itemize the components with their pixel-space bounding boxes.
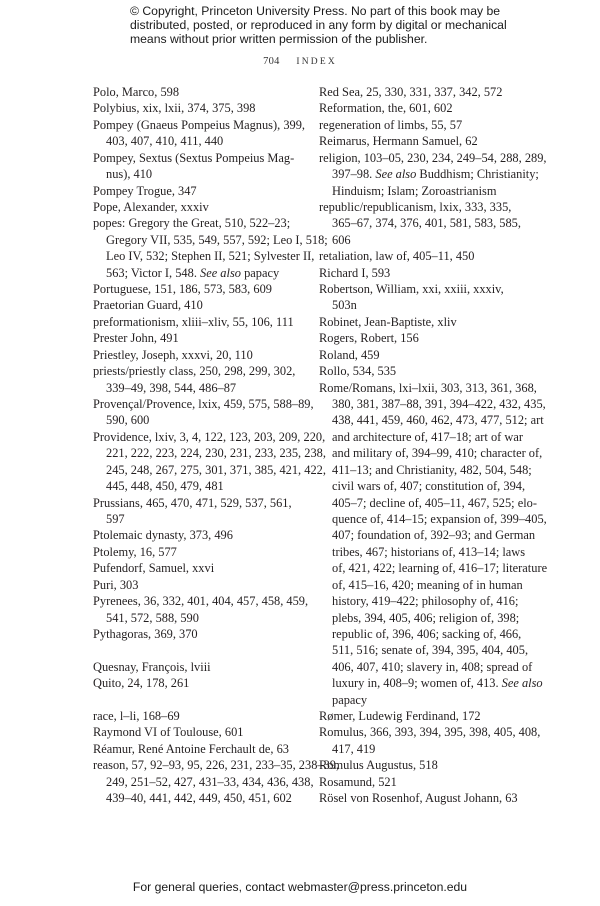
- index-entry-head: Pompey (Gnaeus Pompeius Magnus), 399,: [93, 117, 306, 132]
- index-entry: [93, 281, 308, 297]
- index-entry-head: Robertson, William, xxi, xxiii, xxxiv,: [319, 282, 504, 297]
- index-entry-continuation: luxury in, 408–9; women of, 413. See also: [332, 676, 543, 691]
- index-entry: [319, 757, 534, 773]
- copyright-line: means without prior written permission of the publisher.: [130, 32, 428, 47]
- index-entry-head: popes: Gregory the Great, 510, 522–23;: [93, 216, 291, 231]
- copyright-line: distributed, posted, or reproduced in any form by digital or mechanical: [130, 18, 507, 33]
- index-entry: [319, 774, 534, 790]
- index-entry-head: Priestley, Joseph, xxxvi, 20, 110: [93, 347, 253, 362]
- index-entry: [93, 757, 340, 806]
- index-entry: [319, 150, 547, 199]
- index-entry-head: Rösel von Rosenhof, August Johann, 63: [319, 791, 518, 806]
- index-entry: [93, 708, 308, 724]
- index-entry: [319, 330, 534, 346]
- index-entry-continuation: and architecture of, 417–18; art of war: [332, 429, 523, 444]
- index-entry-head: Quito, 24, 178, 261: [93, 676, 190, 691]
- index-entry-continuation: civil wars of, 407; constitution of, 394,: [332, 479, 526, 494]
- index-entry-head: Romulus Augustus, 518: [319, 758, 438, 773]
- index-entry: [319, 708, 534, 724]
- index-entry-head: Portuguese, 151, 186, 573, 583, 609: [93, 282, 272, 297]
- index-entry-continuation: of, 415–16, 420; meaning of in human: [332, 577, 523, 592]
- index-entry: [93, 741, 308, 757]
- index-entry-continuation: 597: [106, 511, 125, 526]
- index-entry-continuation: quence of, 414–15; expansion of, 399–405,: [332, 511, 547, 526]
- index-entry: [93, 330, 308, 346]
- index-entry-continuation: 380, 381, 387–88, 391, 394–422, 432, 435,: [332, 397, 546, 412]
- index-entry: [93, 544, 308, 560]
- index-entry-continuation: 406, 407, 410; slavery in, 408; spread of: [332, 659, 533, 674]
- index-entry: [319, 314, 534, 330]
- index-entry: [93, 593, 308, 626]
- index-entry: [93, 150, 308, 183]
- index-entry: [93, 626, 308, 642]
- index-entry-head: Pope, Alexander, xxxiv: [93, 199, 209, 214]
- footer-contact: For general queries, contact webmaster@press.princeton.edu: [132, 880, 468, 894]
- index-entry: [319, 199, 534, 248]
- index-entry-head: Rogers, Robert, 156: [319, 331, 419, 346]
- index-entry: [93, 297, 308, 313]
- index-entry: [93, 577, 308, 593]
- index-entry-head: Polybius, xix, lxii, 374, 375, 398: [93, 101, 256, 116]
- index-entry-continuation: 407; foundation of, 392–93; and German: [332, 528, 536, 543]
- index-entry: [93, 100, 308, 116]
- index-entry-head: Rosamund, 521: [319, 774, 397, 789]
- index-entry-head: Prester John, 491: [93, 331, 179, 346]
- index-entry-head: religion, 103–05, 230, 234, 249–54, 288, 289,: [319, 150, 547, 165]
- index-entry-head: Reimarus, Hermann Samuel, 62: [319, 134, 478, 149]
- index-entry-head: retaliation, law of, 405–11, 450: [319, 249, 475, 264]
- index-entry-continuation: Gregory VII, 535, 549, 557, 592; Leo I, 518;: [106, 232, 328, 247]
- index-entry-continuation: 249, 251–52, 427, 431–33, 434, 436, 438,: [106, 774, 314, 789]
- index-entry-continuation: 397–98. See also Buddhism; Christianity;: [332, 167, 539, 182]
- index-entry: [93, 215, 328, 281]
- index-entry-continuation: papacy: [332, 692, 368, 707]
- see-also-label: See also: [501, 676, 543, 691]
- index-entry-head: race, l–li, 168–69: [93, 709, 180, 723]
- index-entry-continuation: 563; Victor I, 548. See also papacy: [106, 265, 280, 280]
- index-entry-head: Prussians, 465, 470, 471, 529, 537, 561,: [93, 495, 292, 510]
- see-also-label: See also: [200, 265, 241, 280]
- index-entry-head: Reformation, the, 601, 602: [319, 101, 453, 116]
- index-entry-continuation: 403, 407, 410, 411, 440: [106, 134, 224, 149]
- index-entry: [93, 314, 308, 330]
- index-entry-continuation: 541, 572, 588, 590: [106, 610, 199, 625]
- index-entry-continuation: 365–67, 374, 376, 401, 581, 583, 585,: [332, 216, 521, 231]
- index-entry-head: Rollo, 534, 535: [319, 364, 397, 379]
- index-entry-continuation: 339–49, 398, 544, 486–87: [106, 380, 237, 395]
- index-entry: [93, 724, 308, 740]
- index-entry-head: Ptolemy, 16, 577: [93, 544, 177, 559]
- index-entry-continuation: plebs, 394, 405, 406; religion of, 398;: [332, 610, 520, 625]
- letter-group-gap: [93, 692, 308, 708]
- index-entry-head: Romulus, 366, 393, 394, 395, 398, 405, 408,: [319, 725, 541, 740]
- index-entry-head: Pompey Trogue, 347: [93, 183, 197, 198]
- index-entry-continuation: 438, 441, 459, 460, 462, 473, 477, 512; art: [332, 413, 544, 428]
- index-entry-head: Praetorian Guard, 410: [93, 298, 203, 313]
- index-entry: [319, 117, 534, 133]
- running-head: [0, 56, 600, 67]
- index-entry: [93, 199, 308, 215]
- index-entry: [319, 347, 534, 363]
- index-entry-continuation: of, 421, 422; learning of, 416–17; literature: [332, 561, 548, 576]
- index-entry-continuation: 503n: [332, 298, 357, 313]
- index-entry: [93, 117, 308, 150]
- index-entry-head: regeneration of limbs, 55, 57: [319, 117, 463, 132]
- index-entry-head: Robinet, Jean-Baptiste, xliv: [319, 314, 457, 329]
- index-entry: [319, 363, 534, 379]
- index-entry-continuation: 417, 419: [332, 741, 376, 756]
- index-entry-continuation: tribes, 467; historians of, 413–14; laws: [332, 544, 526, 559]
- index-entry-head: reason, 57, 92–93, 95, 226, 231, 233–35, 238–39,: [93, 758, 340, 773]
- index-entry-continuation: 590, 600: [106, 413, 150, 428]
- index-entry-continuation: history, 419–422; philosophy of, 416;: [332, 594, 519, 609]
- index-entry: [93, 347, 308, 363]
- index-entry: [319, 265, 534, 281]
- index-column-right: [319, 84, 548, 807]
- index-entry: [319, 133, 534, 149]
- index-entry-continuation: Leo IV, 532; Stephen II, 521; Sylvester II,: [106, 249, 315, 264]
- index-entry: [93, 84, 308, 100]
- index-entry: [93, 527, 308, 543]
- index-entry-head: Red Sea, 25, 330, 331, 337, 342, 572: [319, 85, 503, 99]
- index-entry: [93, 363, 308, 396]
- index-column-left: [93, 84, 340, 807]
- index-entry-continuation: nus), 410: [106, 167, 153, 182]
- index-entry-continuation: 411–13; and Christianity, 482, 504, 548;: [332, 462, 532, 477]
- index-entry: [93, 183, 308, 199]
- copyright-line: © Copyright, Princeton University Press. No part of this book may be: [130, 4, 501, 18]
- index-entry-head: Polo, Marco, 598: [93, 85, 180, 99]
- index-entry: [93, 675, 308, 691]
- index-entry: [93, 396, 314, 429]
- index-entry-head: preformationism, xliii–xliv, 55, 106, 111: [93, 314, 294, 329]
- index-entry-continuation: republic of, 396, 406; sacking of, 466,: [332, 626, 522, 641]
- index-entry-continuation: 405–7; decline of, 405–11, 467, 525; elo-: [332, 495, 537, 510]
- index-entry-continuation: 445, 448, 450, 479, 481: [106, 479, 224, 494]
- copyright-notice: [130, 4, 507, 47]
- index-entry-head: Pufendorf, Samuel, xxvi: [93, 561, 215, 576]
- index-entry: [93, 560, 308, 576]
- letter-group-gap: [93, 642, 308, 658]
- index-entry-head: Roland, 459: [319, 347, 380, 362]
- index-entry: [319, 790, 534, 806]
- index-entry-head: Pythagoras, 369, 370: [93, 626, 198, 641]
- index-entry-head: Raymond VI of Toulouse, 601: [93, 725, 244, 740]
- index-entry-head: Rome/Romans, lxi–lxii, 303, 313, 361, 368,: [319, 380, 537, 395]
- index-entry-head: Pyrenees, 36, 332, 401, 404, 457, 458, 459,: [93, 594, 309, 609]
- index-entry-head: Richard I, 593: [319, 265, 391, 280]
- index-entry: [319, 281, 534, 314]
- index-entry: [319, 84, 534, 100]
- index-entry-continuation: 221, 222, 223, 224, 230, 231, 233, 235, 238,: [106, 446, 326, 461]
- index-entry-head: Pompey, Sextus (Sextus Pompeius Mag-: [93, 150, 295, 165]
- index-entry: [93, 495, 308, 528]
- index-entry-head: priests/priestly class, 250, 298, 299, 302,: [93, 364, 296, 379]
- index-entry-continuation: Hinduism; Islam; Zoroastrianism: [332, 183, 497, 198]
- index-entry-head: Rømer, Ludewig Ferdinand, 172: [319, 709, 481, 724]
- index-entry-continuation: and military of, 394–99, 410; character of,: [332, 446, 543, 461]
- index-entry-head: Quesnay, François, lviii: [93, 659, 211, 674]
- index-entry: [93, 429, 326, 495]
- index-entry-continuation: 606: [332, 232, 351, 247]
- page-number: 704: [263, 56, 280, 67]
- index-entry-head: Puri, 303: [93, 577, 139, 592]
- see-also-label: See also: [375, 167, 417, 182]
- index-entry-head: Providence, lxiv, 3, 4, 122, 123, 203, 209, 220,: [93, 429, 326, 444]
- index-entry-continuation: 439–40, 441, 442, 449, 450, 451, 602: [106, 791, 292, 806]
- index-entry-head: Réamur, René Antoine Ferchault de, 63: [93, 741, 289, 756]
- index-entry: [93, 659, 308, 675]
- index-entry: [319, 724, 541, 757]
- index-entry-head: Provençal/Provence, lxix, 459, 575, 588–89,: [93, 397, 314, 412]
- index-entry-continuation: 245, 248, 267, 275, 301, 371, 385, 421, 422,: [106, 462, 326, 477]
- index-entry-head: Ptolemaic dynasty, 373, 496: [93, 528, 233, 543]
- section-title: INDEX: [296, 57, 337, 67]
- index-entry: [319, 100, 534, 116]
- index-entry: [319, 248, 534, 264]
- index-entry-continuation: 511, 516; senate of, 394, 395, 404, 405,: [332, 643, 529, 658]
- index-entry-head: republic/republicanism, lxix, 333, 335,: [319, 199, 512, 214]
- index-entry: [319, 380, 548, 708]
